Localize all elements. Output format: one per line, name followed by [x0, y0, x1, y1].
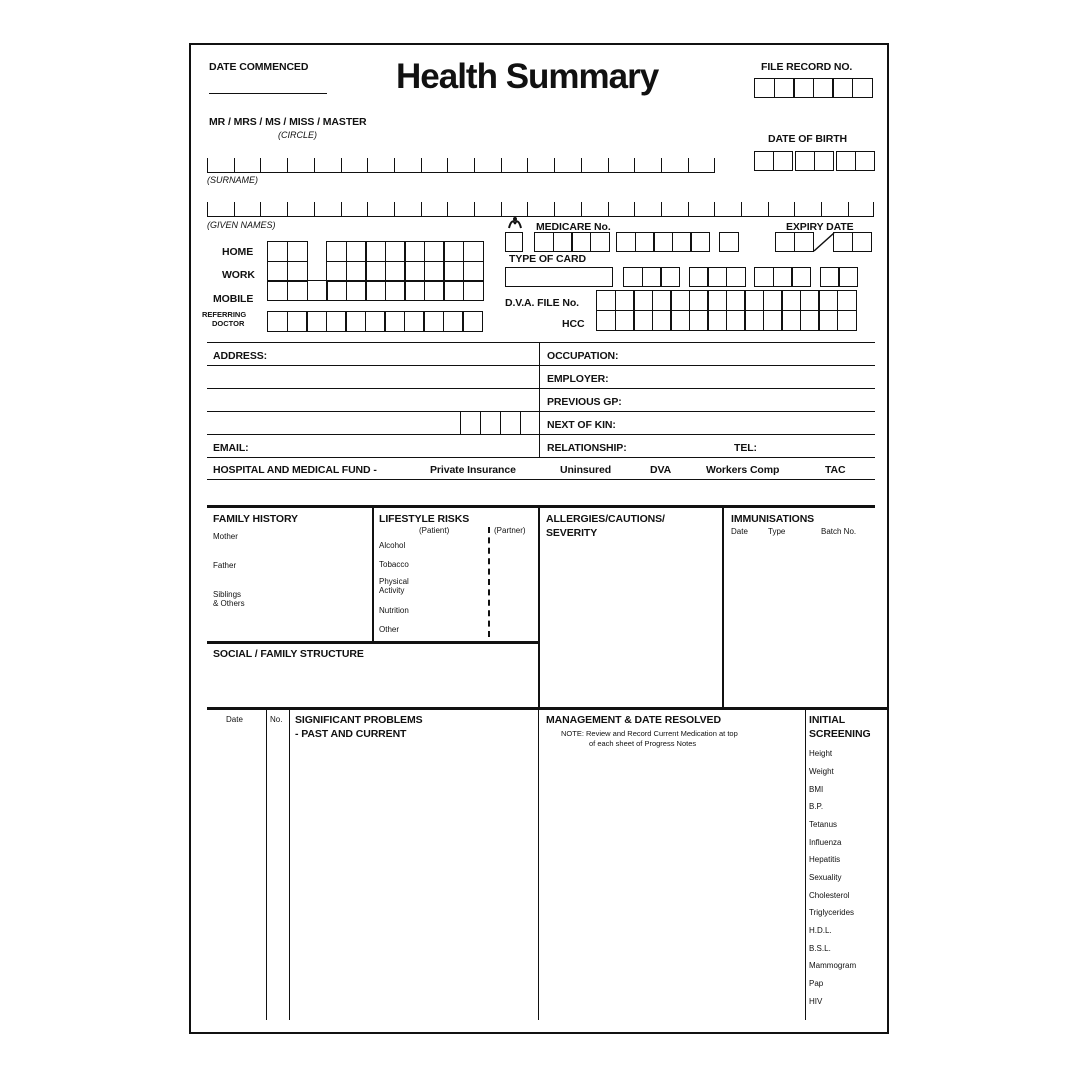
address-line-2[interactable] — [207, 388, 539, 389]
phone-mobile-label: MOBILE — [213, 293, 254, 305]
health-summary-form — [189, 43, 889, 1034]
referring-doctor-boxes[interactable] — [267, 311, 482, 332]
address-line-1[interactable] — [207, 365, 539, 366]
occupation-label: OCCUPATION: — [547, 350, 619, 362]
tel-label: TEL: — [734, 442, 757, 454]
lifestyle-dashed-divider — [488, 527, 490, 637]
lifestyle-physical-label-2: Activity — [379, 586, 405, 595]
given-names-comb[interactable] — [207, 195, 874, 217]
social-top-rule — [207, 641, 539, 644]
email-top-rule — [207, 434, 875, 435]
lifestyle-partner-label: (Partner) — [494, 526, 526, 535]
screening-title-2: SCREENING — [809, 728, 871, 740]
social-family-title: SOCIAL / FAMILY STRUCTURE — [213, 648, 364, 660]
screening-title-1: INITIAL — [809, 714, 846, 726]
problems-no-divider — [289, 709, 290, 1020]
family-father-label: Father — [213, 561, 237, 570]
lifestyle-nutrition-label: Nutrition — [379, 606, 409, 615]
management-note-1: NOTE: Review and Record Current Medication at top — [561, 729, 738, 738]
medicare-number-boxes[interactable] — [534, 232, 737, 252]
family-siblings-label-1: Siblings — [213, 590, 242, 599]
screening-item: Pap — [809, 979, 824, 988]
surname-label: (SURNAME) — [207, 175, 258, 185]
hcc-label: HCC — [562, 318, 585, 330]
fund-option-uninsured[interactable]: Uninsured — [560, 464, 612, 476]
screening-item: H.D.L. — [809, 926, 832, 935]
date-of-birth-label: DATE OF BIRTH — [768, 133, 847, 145]
fund-option-tac[interactable]: TAC — [825, 464, 846, 476]
dva-file-label: D.V.A. FILE No. — [505, 297, 579, 309]
problems-title-2: - PAST AND CURRENT — [295, 728, 407, 740]
salutation-label: MR / MRS / MS / MISS / MASTER — [209, 116, 367, 128]
fund-top-rule — [207, 457, 875, 458]
screening-item: Hepatitis — [809, 855, 841, 864]
type-of-card-box[interactable] — [505, 267, 613, 287]
email-label: EMAIL: — [213, 442, 249, 454]
relationship-label: RELATIONSHIP: — [547, 442, 627, 454]
circle-hint: (CIRCLE) — [278, 130, 318, 140]
management-note-2: of each sheet of Progress Notes — [589, 739, 697, 748]
problems-date-divider — [266, 709, 267, 1020]
next-of-kin-label: NEXT OF KIN: — [547, 419, 616, 431]
screening-item: Sexuality — [809, 873, 842, 882]
immunisations-title: IMMUNISATIONS — [731, 513, 815, 525]
medicare-logo-icon — [507, 216, 523, 232]
screening-item: Tetanus — [809, 820, 838, 829]
lifestyle-tobacco-label: Tobacco — [379, 560, 409, 569]
immunisations-date-label: Date — [731, 527, 748, 536]
management-title: MANAGEMENT & DATE RESOLVED — [546, 714, 721, 726]
previous-gp-label: PREVIOUS GP: — [547, 396, 622, 408]
family-history-title: FAMILY HISTORY — [213, 513, 298, 525]
previous-gp-line[interactable] — [539, 411, 875, 412]
family-siblings-label-2: & Others — [213, 599, 245, 608]
expiry-date-boxes[interactable] — [775, 232, 875, 252]
history-top-rule — [207, 505, 875, 508]
immunisations-type-label: Type — [768, 527, 786, 536]
given-names-label: (GIVEN NAMES) — [207, 220, 276, 230]
medicare-issue-box[interactable] — [505, 232, 523, 252]
family-lifestyle-divider — [372, 507, 374, 641]
lifestyle-allergies-divider — [538, 507, 540, 707]
lifestyle-alcohol-label: Alcohol — [379, 541, 406, 550]
fund-bottom-rule — [207, 479, 875, 480]
date-of-birth-boxes[interactable] — [754, 151, 873, 171]
surname-comb[interactable] — [207, 151, 715, 173]
lifestyle-patient-label: (Patient) — [419, 526, 450, 535]
family-mother-label: Mother — [213, 532, 238, 541]
allergies-title-1: ALLERGIES/CAUTIONS/ — [546, 513, 665, 525]
problems-no-label: No. — [270, 715, 283, 724]
allergies-immunisations-divider — [722, 507, 724, 707]
phone-home-label: HOME — [222, 246, 254, 258]
lifestyle-risks-title: LIFESTYLE RISKS — [379, 513, 470, 525]
screening-item: HIV — [809, 997, 823, 1006]
date-commenced-line[interactable] — [209, 93, 327, 94]
screening-item: Height — [809, 749, 833, 758]
problems-management-divider — [538, 709, 539, 1020]
postcode-boxes[interactable] — [460, 411, 540, 434]
screening-item: Weight — [809, 767, 834, 776]
lifestyle-physical-label-1: Physical — [379, 577, 409, 586]
type-of-card-label: TYPE OF CARD — [509, 253, 586, 265]
expiry-date-label: EXPIRY DATE — [786, 221, 854, 233]
card-number-boxes[interactable] — [623, 267, 857, 287]
screening-item: Cholesterol — [809, 891, 850, 900]
page-title: Health Summary — [396, 57, 659, 96]
fund-label: HOSPITAL AND MEDICAL FUND - — [213, 464, 377, 476]
file-record-boxes[interactable] — [754, 78, 871, 98]
address-top-rule — [207, 342, 875, 343]
employer-label: EMPLOYER: — [547, 373, 609, 385]
fund-option-workers-comp[interactable]: Workers Comp — [706, 464, 780, 476]
address-column-divider — [539, 342, 540, 458]
screening-item: B.S.L. — [809, 944, 831, 953]
problems-date-label: Date — [226, 715, 243, 724]
screening-item: BMI — [809, 785, 824, 794]
fund-option-private[interactable]: Private Insurance — [430, 464, 516, 476]
occupation-line[interactable] — [539, 365, 875, 366]
referring-label-2: DOCTOR — [212, 319, 245, 328]
problems-title-1: SIGNIFICANT PROBLEMS — [295, 714, 423, 726]
file-record-label: FILE RECORD NO. — [761, 61, 853, 73]
allergies-title-2: SEVERITY — [546, 527, 598, 539]
screening-item: B.P. — [809, 802, 824, 811]
date-commenced-label: DATE COMMENCED — [209, 61, 309, 73]
employer-line[interactable] — [539, 388, 875, 389]
screening-item: Influenza — [809, 838, 842, 847]
immunisations-batch-label: Batch No. — [821, 527, 857, 536]
screening-item: Mammogram — [809, 961, 857, 970]
phone-work-label: WORK — [222, 269, 255, 281]
management-screening-divider — [805, 709, 806, 1020]
screening-item: Triglycerides — [809, 908, 855, 917]
referring-label-1: REFERRING — [202, 310, 247, 319]
fund-option-dva[interactable]: DVA — [650, 464, 672, 476]
address-label: ADDRESS: — [213, 350, 268, 362]
lifestyle-other-label: Other — [379, 625, 400, 634]
problems-top-rule — [207, 707, 887, 710]
medicare-label: MEDICARE No. — [536, 221, 611, 233]
